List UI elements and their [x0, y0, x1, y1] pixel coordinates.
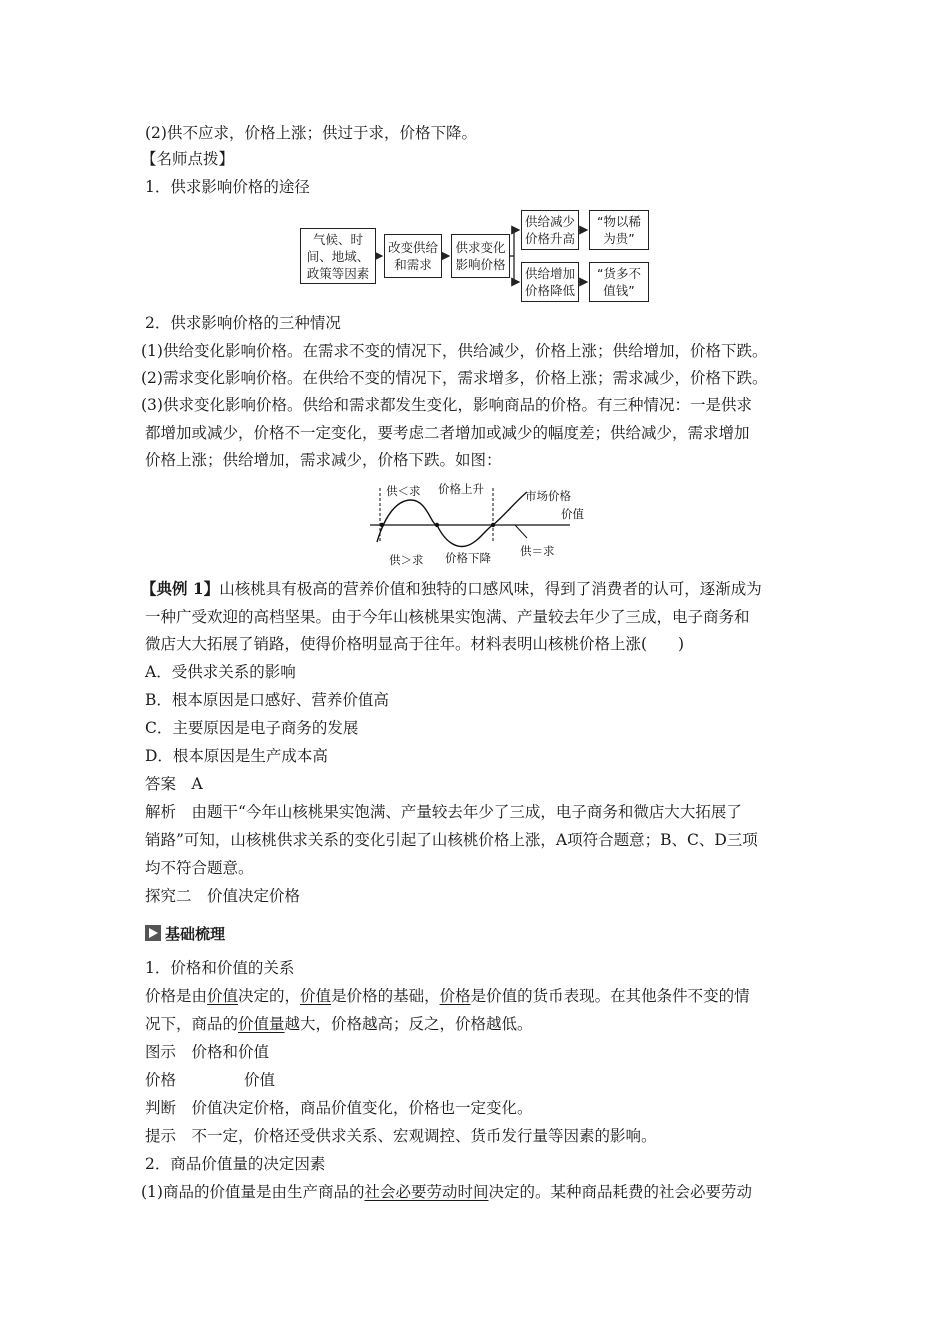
option-b: B．根本原因是口感好、营养价值高	[145, 691, 389, 709]
supply-demand-rule: (2)供不应求，价格上涨；供过于求，价格下降。	[145, 124, 477, 142]
box-supply-up-price-down: 供给增加价格降低	[521, 262, 579, 302]
price-value-curve-diagram	[365, 480, 595, 570]
play-triangle-icon	[145, 925, 161, 941]
case3-line2: 都增加或减少，价格不一定变化，要考虑二者增加或减少的幅度差；供给减少，需求增加	[145, 424, 750, 442]
example-line1	[141, 578, 762, 600]
figure-price-label: 价格	[145, 1071, 177, 1089]
text-span: (1)商品的价值量是由生产商品的	[141, 1183, 365, 1201]
tip-heading: 【名师点拨】	[141, 150, 235, 168]
option-a: A．受供求关系的影响	[145, 663, 296, 681]
item1-title: 1．供求影响价格的途径	[145, 178, 310, 196]
case3-line1: (3)供求变化影响价格。供给和需求都发生变化，影响商品的价格。有三种情况：一是供求	[141, 396, 752, 414]
value-factors-para	[141, 1181, 752, 1203]
case2: (2)需求变化影响价格。在供给不变的情况下，需求增多，价格上涨；需求减少，价格下跌。	[141, 369, 768, 387]
three-cases-title: 2．供求影响价格的三种情况	[145, 314, 341, 332]
label-supply-gt-demand: 供＞求	[389, 553, 424, 567]
example-text: 山核桃具有极高的营养价值和独特的口感风味，得到了消费者的认可，逐渐成为	[219, 580, 762, 598]
figure-caption: 图示 价格和价值	[145, 1043, 270, 1061]
text-span: 越大，价格越高；反之，价格越低。	[284, 1015, 533, 1033]
analysis-line3: 均不符合题意。	[145, 859, 254, 877]
box-plenty-cheap: “货多不值钱”	[589, 262, 649, 302]
basic-review-label: 基础梳理	[165, 924, 226, 943]
hint-statement: 提示 不一定，价格还受供求关系、宏观调控、货币发行量等因素的影响。	[145, 1127, 657, 1145]
label-supply-eq-demand: 供＝求	[520, 544, 555, 558]
box-supply-down-price-up: 供给减少价格升高	[521, 210, 579, 250]
box-factors: 气候、时间、地域、政策等因素	[300, 228, 376, 284]
blank-value-amount: 价值量	[238, 1015, 285, 1033]
label-value: 价值	[561, 507, 584, 521]
box-supply-demand-affects-price: 供求变化影响价格	[451, 234, 510, 278]
label-price-rise: 价格上升	[438, 482, 484, 496]
text-span: 决定的，	[238, 987, 301, 1005]
case1: (1)供给变化影响价格。在需求不变的情况下，供给减少，价格上涨；供给增加，价格下跌。	[141, 342, 768, 360]
blank-price: 价格	[439, 987, 471, 1005]
text-span: 决定的。某种商品耗费的社会必要劳动	[488, 1183, 752, 1201]
text-span: 况下，商品的	[145, 1015, 239, 1033]
case3-line3: 价格上涨；供给增加，需求减少，价格下跌。如图：	[145, 451, 502, 469]
figure-value-label: 价值	[244, 1071, 276, 1089]
example-line3: 微店大大拓展了销路，使得价格明显高于往年。材料表明山核桃价格上涨( )	[145, 635, 685, 653]
value-factors-title: 2．商品价值量的决定因素	[145, 1155, 326, 1173]
intersection-point	[435, 523, 439, 527]
label-supply-lt-demand: 供＜求	[386, 484, 421, 498]
judge-statement: 判断 价值决定价格，商品价值变化，价格也一定变化。	[145, 1099, 533, 1117]
blank-value: 价值	[207, 987, 239, 1005]
intersection-point	[491, 523, 495, 527]
example-line2: 一种广受欢迎的高档坚果。由于今年山核桃果实饱满、产量较去年少了三成，电子商务和	[145, 608, 750, 626]
text-span: 是价值的货币表现。在其他条件不变的情	[470, 987, 750, 1005]
text-span: 价格是由	[145, 987, 208, 1005]
explore2-title: 探究二 价值决定价格	[145, 887, 301, 905]
option-c: C．主要原因是电子商务的发展	[145, 719, 359, 737]
text-span: 是价格的基础，	[331, 987, 440, 1005]
blank-value: 价值	[300, 987, 332, 1005]
basic-review-heading	[145, 923, 225, 943]
answer: 答案 A	[145, 775, 203, 793]
price-value-relation-title: 1．价格和价值的关系	[145, 959, 295, 977]
intersection-point	[380, 523, 384, 527]
supply-demand-flowchart	[300, 208, 660, 304]
relation-para-line1	[145, 985, 750, 1007]
blank-labor-time: 社会必要劳动时间	[364, 1183, 489, 1201]
label-market-price: 市场价格	[525, 489, 571, 503]
box-scarce-precious: “物以稀为贵”	[589, 210, 649, 250]
market-price-curve	[377, 492, 527, 546]
equilibrium-pointer	[515, 525, 527, 538]
analysis-line2: 销路”可知，山核桃供求关系的变化引起了山核桃价格上涨，A项符合题意；B、C、D三项	[145, 831, 758, 849]
analysis-line1: 解析 由题干“今年山核桃果实饱满、产量较去年少了三成，电子商务和微店大大拓展了	[145, 803, 742, 821]
example-tag: 【典例 1】	[141, 579, 220, 598]
relation-para-line2	[145, 1013, 533, 1035]
label-price-fall: 价格下降	[445, 551, 491, 565]
option-d: D．根本原因是生产成本高	[145, 747, 328, 765]
box-change-supply-demand: 改变供给和需求	[384, 234, 442, 278]
